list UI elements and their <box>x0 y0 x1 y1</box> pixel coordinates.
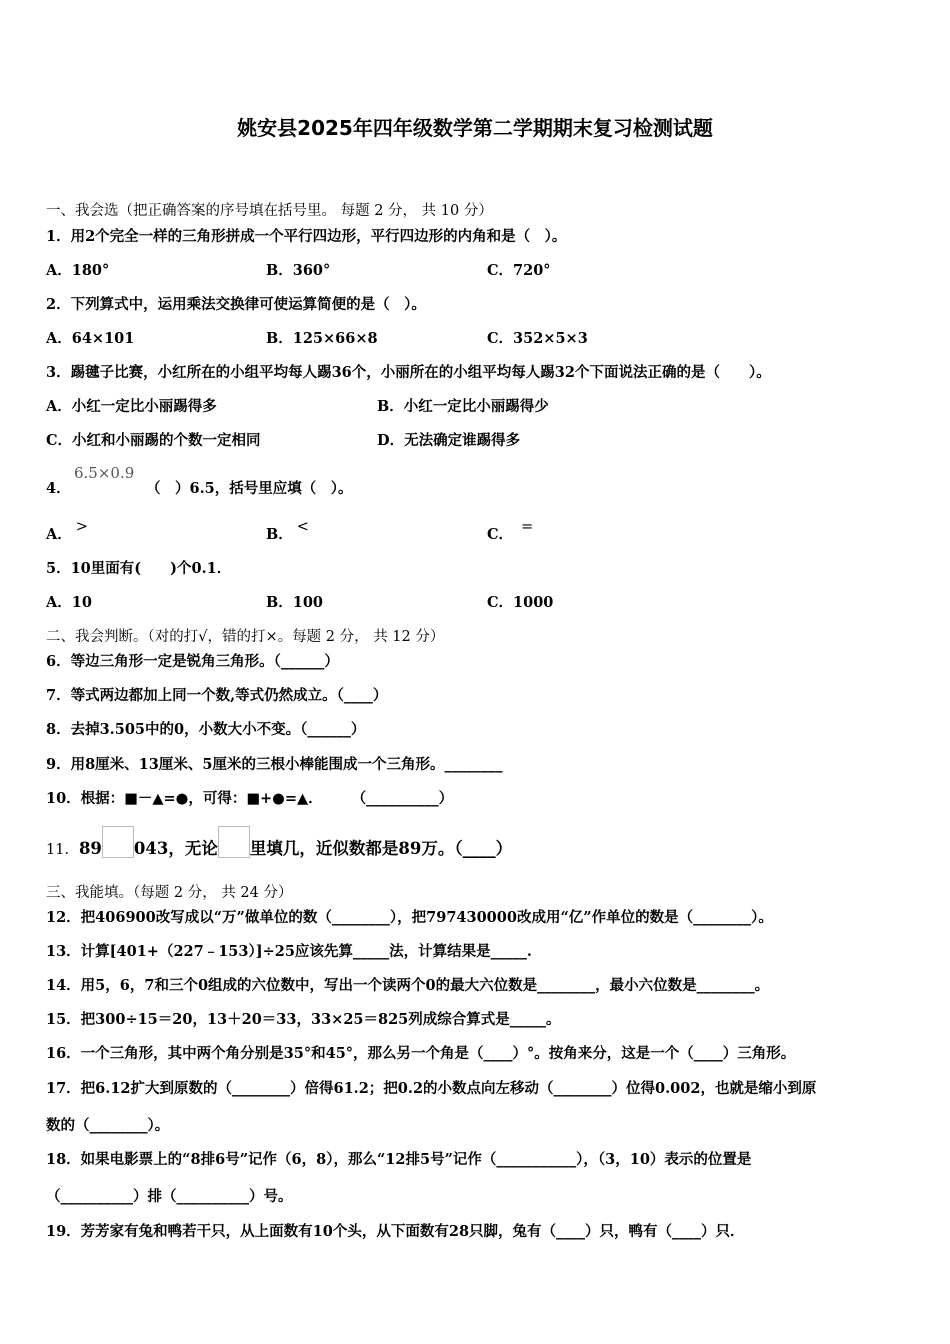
q1-option-c: C．720° <box>487 262 551 279</box>
q3-option-a: A．小红一定比小丽踢得多 <box>46 398 217 415</box>
q11-part-1: 89 <box>78 839 102 858</box>
question-18-line-2: （__________）排（__________）号。 <box>46 1188 293 1205</box>
q3-option-d: D．无法确定谁踢得多 <box>377 432 521 449</box>
question-14: 14．用5，6，7和三个0组成的六位数中，写出一个读两个0的最大六位数是________，最小六位数是________。 <box>46 977 770 994</box>
question-17-line-2: 数的（________）。 <box>46 1117 170 1134</box>
question-16: 16．一个三角形，其中两个角分别是35°和45°，那么另一个角是（____）°。按角来分，这是一个（____）三角形。 <box>46 1045 796 1062</box>
section-2-heading: 二、我会判断。（对的打√，错的打×。每题 2 分， 共 12 分） <box>46 629 445 645</box>
less-than-symbol: < <box>296 519 309 535</box>
equals-symbol: = <box>521 519 534 535</box>
question-2: 2．下列算式中，运用乘法交换律可使运算简便的是（ ）。 <box>46 296 426 313</box>
q11-part-3: 里填几，近似数都是89万。（____） <box>249 839 513 858</box>
greater-than-symbol: > <box>75 519 88 535</box>
question-4-number: 4． <box>46 480 71 497</box>
q4-expression: 6.5×0.9 <box>74 464 135 482</box>
q11-number: 11． <box>46 842 79 858</box>
question-7: 7．等式两边都加上同一个数,等式仍然成立。（____） <box>46 687 388 704</box>
blank-box <box>102 826 134 858</box>
q1-option-a: A．180° <box>46 262 110 279</box>
q4-option-b <box>266 519 309 545</box>
section-3-heading: 三、我能填。（每题 2 分， 共 24 分） <box>46 885 293 901</box>
q5-option-c: C．1000 <box>487 594 554 611</box>
q4-option-a-label: A． <box>46 526 72 543</box>
question-15: 15．把300÷15＝20，13＋20＝33，33×25＝825列成综合算式是_____。 <box>46 1011 561 1028</box>
blank-box <box>218 826 250 858</box>
question-3: 3．踢毽子比赛，小红所在的小组平均每人踢36个，小丽所在的小组平均每人踢32个下面说法正确的是（ ）。 <box>46 364 771 381</box>
question-9: 9．用8厘米、13厘米、5厘米的三根小棒能围成一个三角形。________ <box>46 756 503 773</box>
question-17-line-1: 17．把6.12扩大到原数的（________）倍得61.2；把0.2的小数点向左移动（________）位得0.002，也就是缩小到原 <box>46 1080 817 1097</box>
page-title: 姚安县2025年四年级数学第二学期期末复习检测试题 <box>237 116 713 140</box>
question-13: 13．计算[401+（227﹣153）]÷25应该先算_____法，计算结果是_____. <box>46 943 532 960</box>
question-18-line-1: 18．如果电影票上的“8排6号”记作（6，8），那么“12排5号”记作（___________），（3，10）表示的位置是 <box>46 1151 752 1168</box>
q11-part-2: 043，无论 <box>133 839 218 858</box>
q2-option-c: C．352×5×3 <box>487 330 588 347</box>
question-5: 5．10里面有( )个0.1． <box>46 560 232 577</box>
q2-option-a: A．64×101 <box>46 330 135 347</box>
q4-option-c-label: C． <box>487 526 514 543</box>
q2-option-b: B．125×66×8 <box>266 330 378 347</box>
q5-option-b: B．100 <box>266 594 324 611</box>
question-10: 10．根据：■－▲=●，可得：■+●=▲． （__________） <box>46 790 454 807</box>
question-8: 8．去掉3.505中的0，小数大小不变。（______） <box>46 721 366 738</box>
question-11 <box>46 826 512 867</box>
q3-option-c: C．小红和小丽踢的个数一定相同 <box>46 432 261 449</box>
question-1: 1．用2个完全一样的三角形拼成一个平行四边形，平行四边形的内角和是（ ）。 <box>46 228 567 245</box>
q3-option-b: B．小红一定比小丽踢得少 <box>377 398 549 415</box>
q4-option-a <box>46 519 88 545</box>
q5-option-a: A．10 <box>46 594 92 611</box>
q1-option-b: B．360° <box>266 262 331 279</box>
q4-option-b-label: B． <box>266 526 293 543</box>
question-4-text: （ ）6.5，括号里应填（ ）。 <box>146 480 353 497</box>
question-6: 6．等边三角形一定是锐角三角形。（______） <box>46 653 339 670</box>
question-12: 12．把406900改写成以“万”做单位的数（________），把797430000改成用“亿”作单位的数是（________）。 <box>46 909 773 926</box>
section-1-heading: 一、我会选（把正确答案的序号填在括号里。 每题 2 分， 共 10 分） <box>46 203 493 219</box>
q4-option-c <box>487 519 534 545</box>
question-19: 19．芳芳家有兔和鸭若干只，从上面数有10个头，从下面数有28只脚，兔有（____）只，鸭有（____）只． <box>46 1223 745 1240</box>
